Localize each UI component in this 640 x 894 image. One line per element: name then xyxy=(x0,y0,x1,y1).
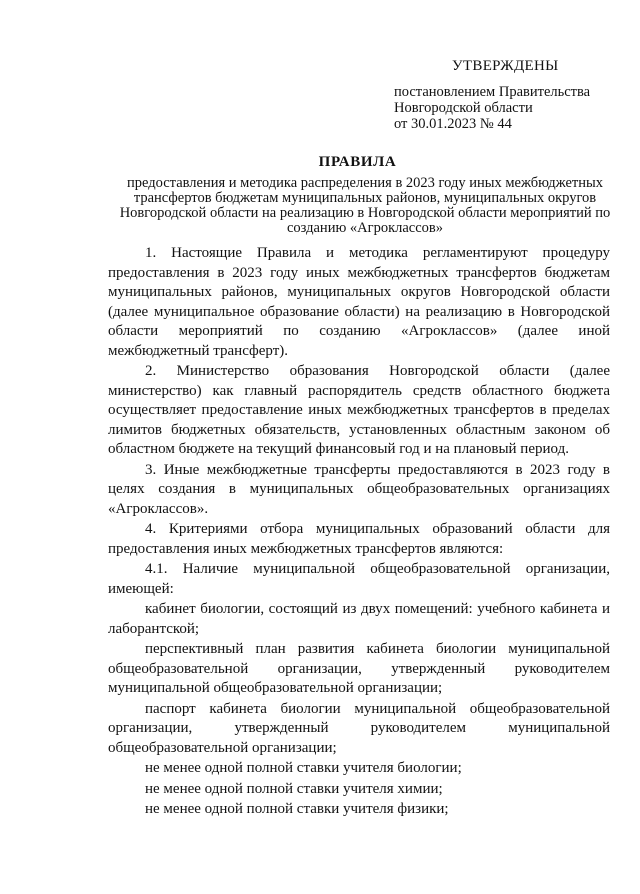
document-title: ПРАВИЛА xyxy=(318,154,397,170)
approval-line-2: Новгородской области xyxy=(394,100,533,116)
list-item: не менее одной полной ставки учителя биологии; xyxy=(145,760,462,776)
approval-line-3: от 30.01.2023 № 44 xyxy=(394,116,512,132)
list-item: не менее одной полной ставки учителя физики; xyxy=(145,801,449,817)
document-subtitle: предоставления и методика распределения в 2023 году иных межбюджетных трансфертов бюджетам муниципальных районов, муниципальных округов Новгородской области на реализацию в Новгородской области мероприятий по созданию «Агроклассов» xyxy=(119,175,611,236)
paragraph-2: 2. Министерство образования Новгородской области (далее министерство) как главный распорядитель средств областного бюджета осуществляет предоставление иных межбюджетных трансфертов в пределах лимитов бюджетных обязательств, установленных областным законом об областном бюджете на текущий финансовый год и на плановый период. xyxy=(108,363,610,457)
approval-heading: УТВЕРЖДЕНЫ xyxy=(452,58,559,74)
approval-line-1: постановлением Правительства xyxy=(394,84,591,100)
document-body xyxy=(108,244,610,821)
list-item: паспорт кабинета биологии муниципальной общеобразовательной организации, утвержденный руководителем муниципальной общеобразовательной организации; xyxy=(108,700,610,756)
paragraph-4-1: 4.1. Наличие муниципальной общеобразовательной организации, имеющей: xyxy=(108,561,610,597)
list-item: кабинет биологии, состоящий из двух помещений: учебного кабинета и лаборантской; xyxy=(108,601,610,637)
list-item: перспективный план развития кабинета биологии муниципальной общеобразовательной организации, утвержденный руководителем муниципальной общеобразовательной организации; xyxy=(108,641,610,696)
paragraph-3: 3. Иные межбюджетные трансферты предоставляются в 2023 году в целях создания в муниципальных общеобразовательных организациях «Агроклассов». xyxy=(108,461,610,517)
paragraph-1: 1. Настоящие Правила и методика регламентируют процедуру предоставления в 2023 году иных межбюджетных трансфертов бюджетам муниципальных районов, муниципальных округов Новгородской области (далее муниципальное образование области) на реализацию в Новгородской области мероприятий по созданию «Агроклассов» (далее иной межбюджетный трансферт). xyxy=(108,245,610,359)
approval-block xyxy=(394,58,614,132)
paragraph-4: 4. Критериями отбора муниципальных образований области для предоставления иных межбюджетных трансфертов являются: xyxy=(108,521,610,557)
list-item: не менее одной полной ставки учителя химии; xyxy=(145,780,443,797)
